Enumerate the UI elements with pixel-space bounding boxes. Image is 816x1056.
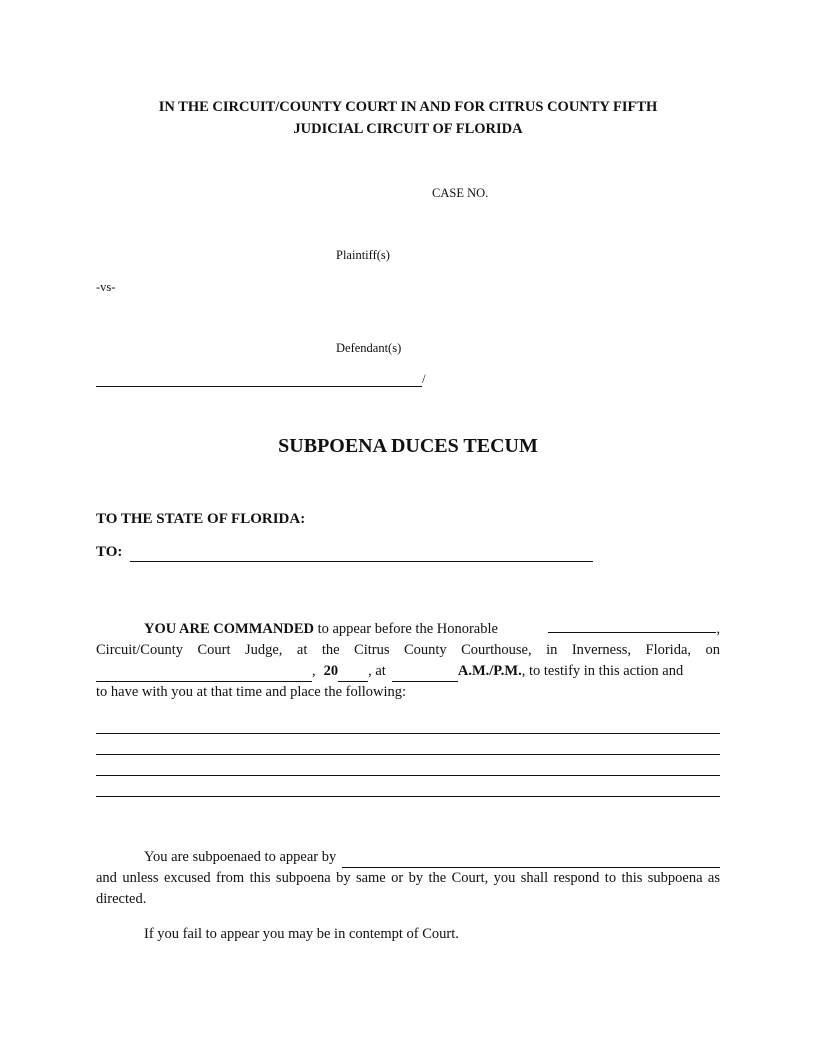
command-text-1: to appear before the Honorable bbox=[317, 621, 498, 637]
case-no-label: CASE NO. bbox=[432, 186, 489, 200]
command-paragraph bbox=[96, 618, 720, 703]
time-blank[interactable] bbox=[392, 667, 458, 682]
recipient-blank-line[interactable] bbox=[130, 545, 593, 562]
contempt-warning: If you fail to appear you may be in contempt of Court. bbox=[144, 926, 459, 942]
caption-slash: / bbox=[422, 371, 426, 386]
court-line-2: JUDICIAL CIRCUIT OF FLORIDA bbox=[293, 121, 523, 137]
to-label: TO: bbox=[96, 544, 123, 560]
to-state-heading: TO THE STATE OF FLORIDA: bbox=[96, 511, 306, 527]
caption-divider-line bbox=[96, 372, 422, 387]
command-text-2: Circuit/County Court Judge, at the Citrus County Courthouse, in Inverness, Florida, on bbox=[96, 642, 720, 658]
comma: , bbox=[716, 621, 720, 637]
document-title: SUBPOENA DUCES TECUM bbox=[278, 435, 538, 457]
command-text-3: , to testify in this action and bbox=[521, 663, 684, 679]
versus-label: -vs- bbox=[96, 280, 116, 294]
ampm-label: A.M./P.M. bbox=[457, 663, 522, 679]
plaintiff-label: Plaintiff(s) bbox=[336, 248, 390, 262]
subpoenaed-text-1: You are subpoenaed to appear by bbox=[144, 849, 337, 865]
command-line-4: to have with you at that time and place the following: bbox=[96, 684, 407, 700]
date-blank[interactable] bbox=[96, 667, 312, 682]
command-line-2 bbox=[96, 640, 720, 661]
subpoenaed-text-2: and unless excused from this subpoena by same or by the Court, you shall respond to this subpoena as directed. bbox=[96, 870, 720, 907]
command-bold-intro: YOU ARE COMMANDED bbox=[144, 621, 314, 637]
at-text: , at bbox=[368, 663, 386, 679]
item-line-2[interactable] bbox=[96, 754, 720, 755]
court-line-1: IN THE CIRCUIT/COUNTY COURT IN AND FOR CITRUS COUNTY FIFTH bbox=[158, 99, 658, 115]
defendant-label: Defendant(s) bbox=[336, 341, 402, 355]
subpoenaed-paragraph bbox=[96, 847, 720, 910]
subpoenaed-by-blank[interactable] bbox=[342, 853, 720, 868]
item-line-3[interactable] bbox=[96, 775, 720, 776]
year-blank[interactable] bbox=[338, 667, 368, 682]
court-header bbox=[96, 96, 720, 140]
year-prefix: 20 bbox=[323, 663, 339, 679]
judge-name-blank[interactable] bbox=[548, 618, 716, 633]
item-line-1[interactable] bbox=[96, 733, 720, 734]
date-comma: , bbox=[312, 663, 316, 679]
item-line-4[interactable] bbox=[96, 796, 720, 797]
